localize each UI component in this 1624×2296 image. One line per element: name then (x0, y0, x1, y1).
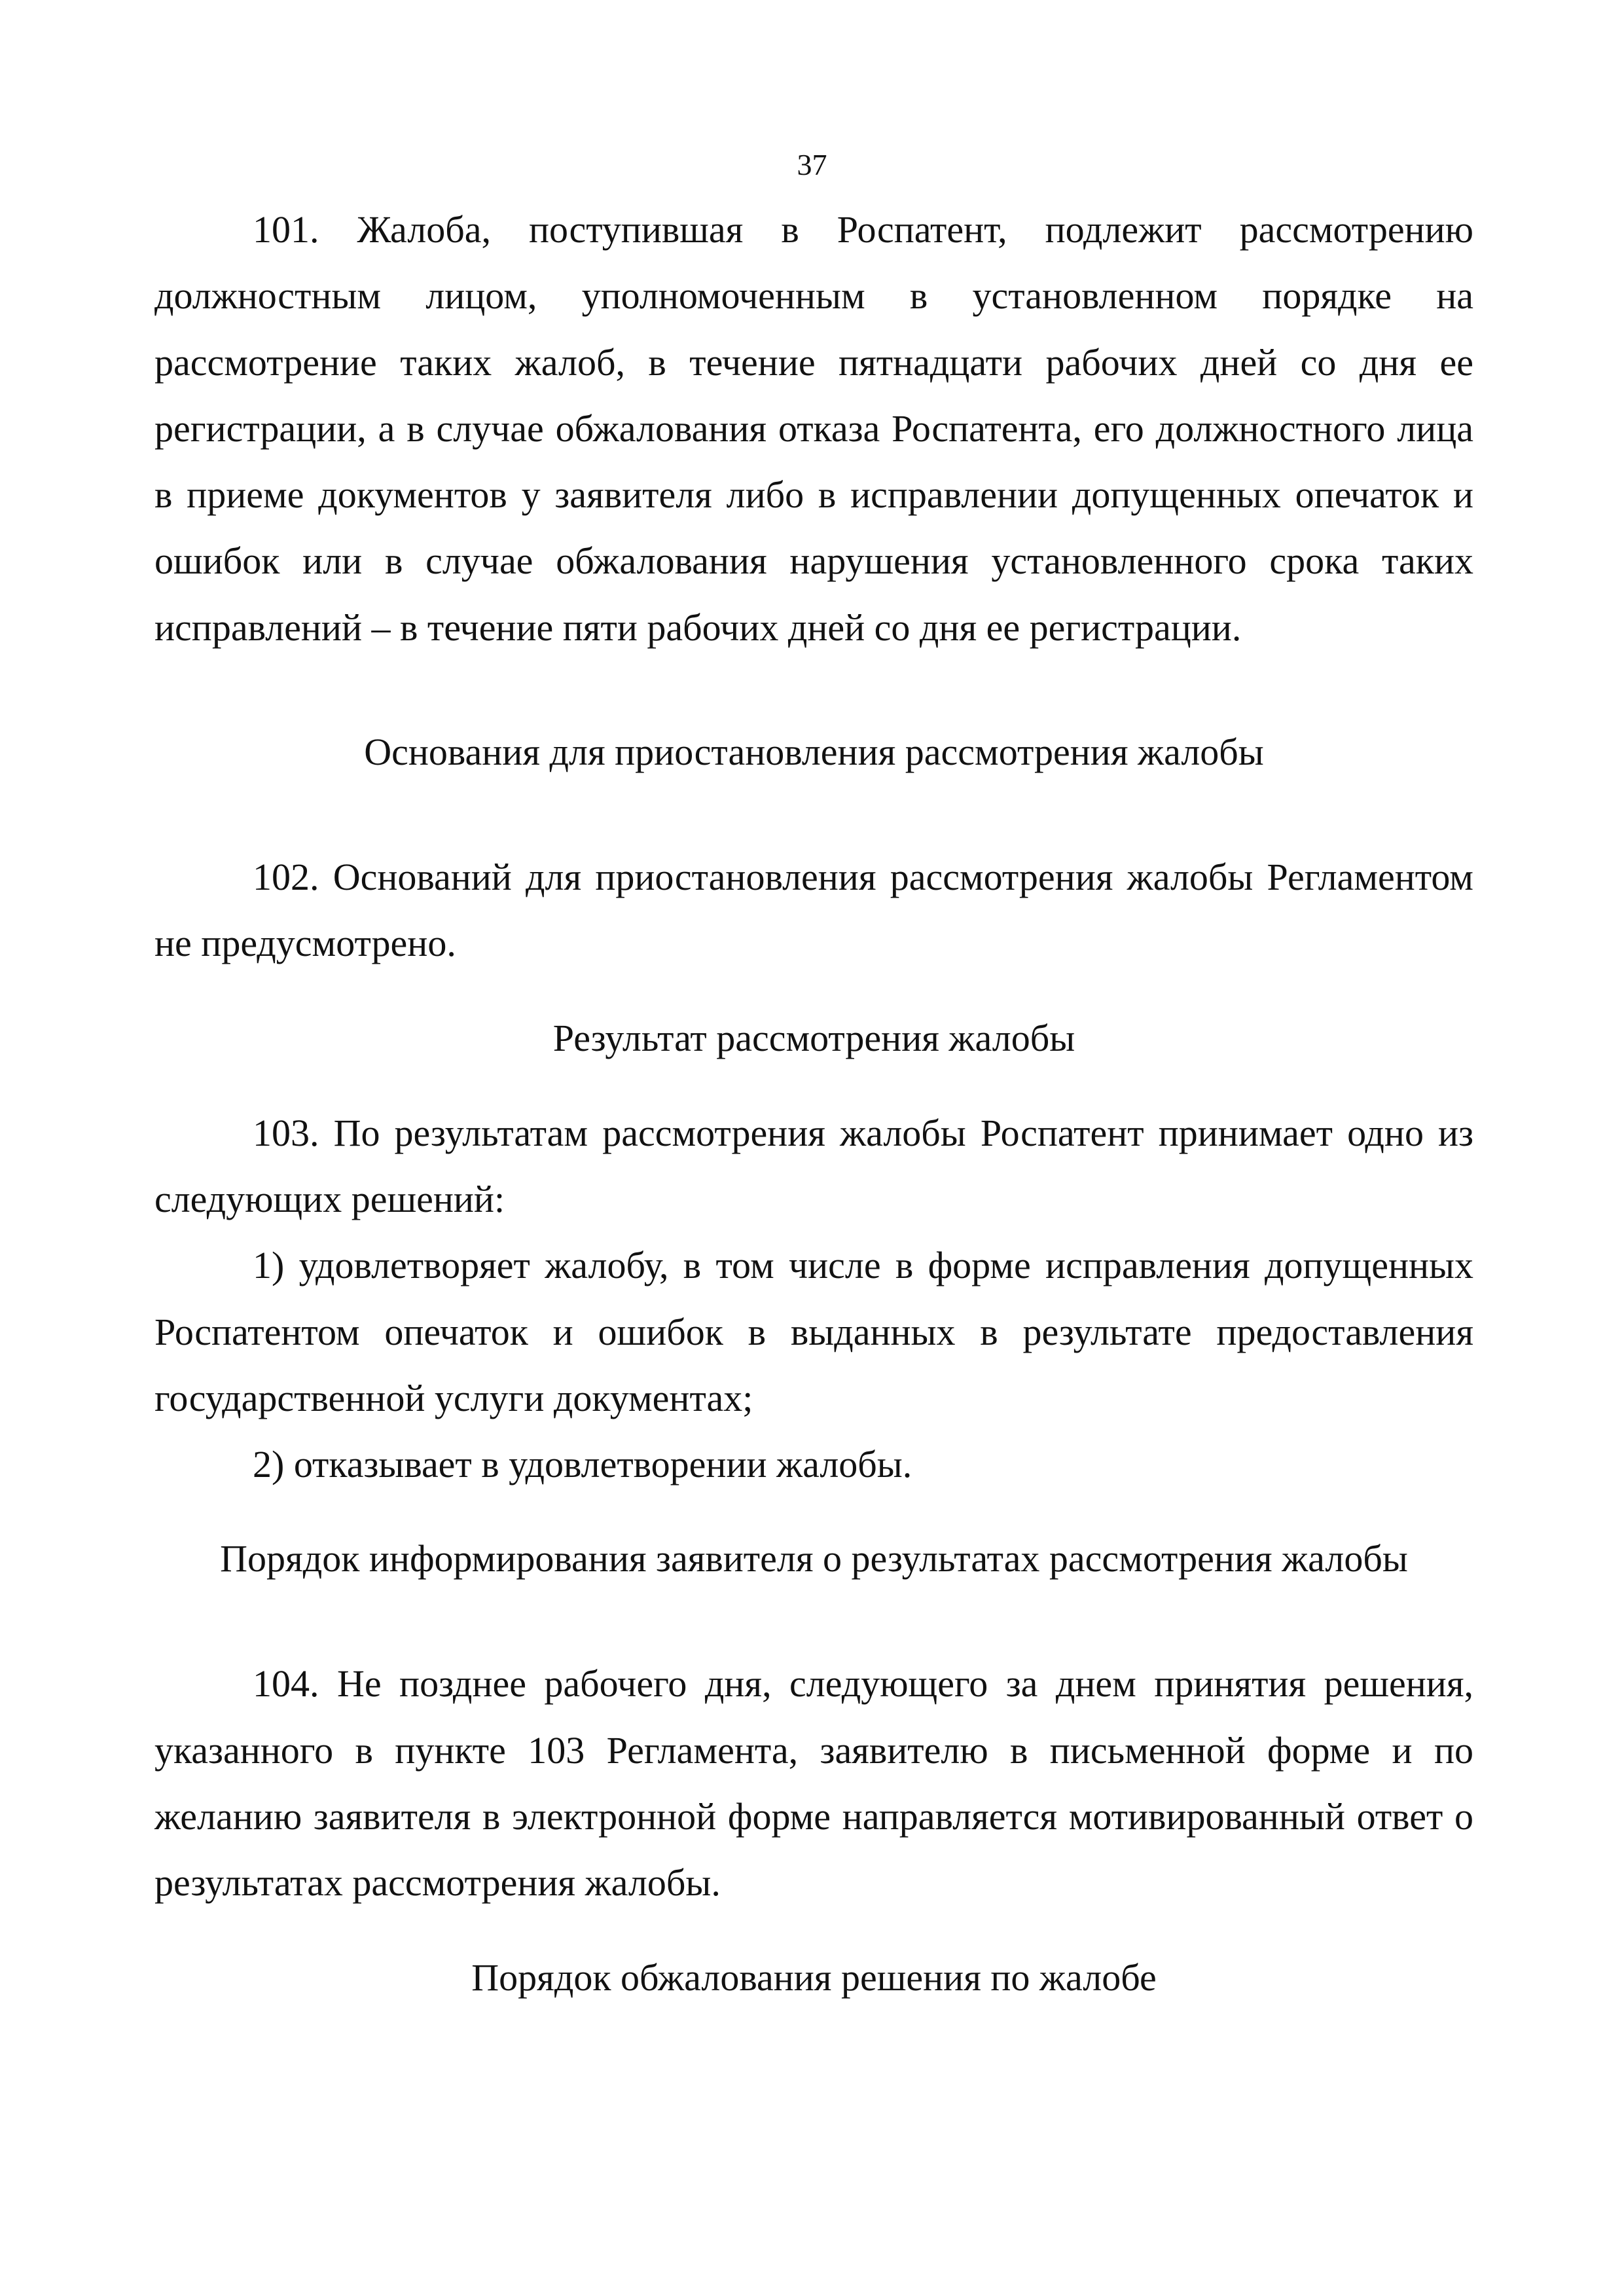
section-heading-suspension-grounds: Основания для приостановления рассмотрения жалобы (364, 731, 1264, 774)
spacer (154, 1071, 1473, 1100)
spacer (154, 1592, 1473, 1650)
section-heading-informing: Порядок информирования заявителя о результатах рассмотрения жалобы (220, 1537, 1408, 1580)
document-body (154, 196, 1473, 2011)
paragraph-103: 103. По результатам рассмотрения жалобы Роспатент принимает одно из следующих решений: (154, 1111, 1473, 1220)
paragraph-101: 101. Жалоба, поступившая в Роспатент, подлежит рассмотрению должностным лицом, уполномоченным в установленном порядке на рассмотрение таких жалоб, в течение пятнадцати рабочих дней со дня ее регистрации, а в случае обжалования отказа Роспатента, его должностного лица в приеме документов у заявителя либо в исправлении допущенных опечаток и ошибок или в случае обжалования нарушения установленного срока таких исправлений – в течение пяти рабочих дней со дня ее регистрации. (154, 208, 1473, 649)
spacer (154, 785, 1473, 844)
paragraph-104: 104. Не позднее рабочего дня, следующего за днем принятия решения, указанного в пункте 103 Регламента, заявителю в письменной форме и по желанию заявителя в электронной форме направляется мотивированный ответ о результатах рассмотрения жалобы. (154, 1662, 1473, 1904)
spacer (154, 1497, 1473, 1526)
spacer (154, 977, 1473, 1006)
paragraph-103-item-2: 2) отказывает в удовлетворении жалобы. (253, 1443, 912, 1486)
page-number: 37 (797, 148, 827, 181)
paragraph-103-item-1: 1) удовлетворяет жалобу, в том числе в форме исправления допущенных Роспатентом опечаток и ошибок в выданных в результате предоставления государственной услуги документах; (154, 1244, 1473, 1419)
section-heading-result: Результат рассмотрения жалобы (552, 1016, 1075, 1059)
spacer (154, 1916, 1473, 1945)
section-heading-appeal: Порядок обжалования решения по жалобе (471, 1956, 1157, 1999)
spacer (154, 661, 1473, 720)
paragraph-102: 102. Оснований для приостановления рассмотрения жалобы Регламентом не предусмотрено. (154, 856, 1473, 965)
